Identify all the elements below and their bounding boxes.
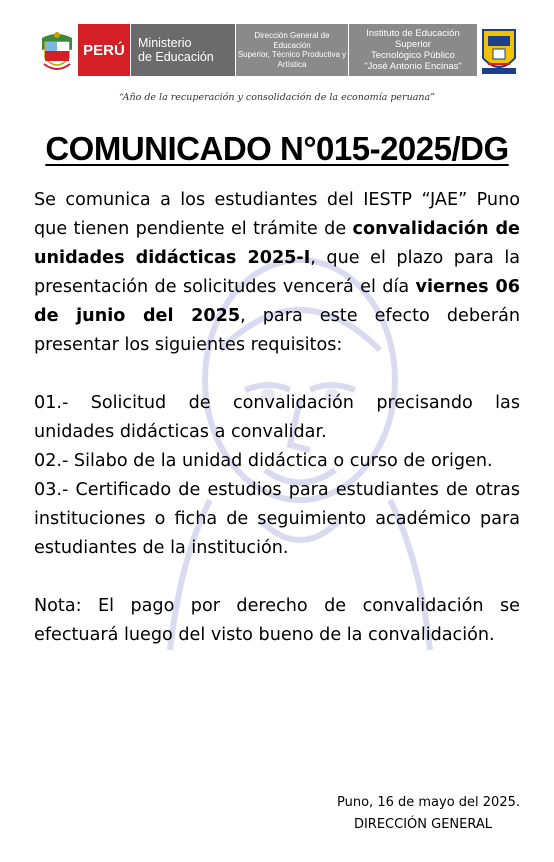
direccion-line3: Artística	[277, 59, 307, 69]
note-paragraph: Nota: El pago por derecho de convalidación se efectuará luego del visto bueno de la convalidación.	[34, 596, 520, 645]
place-date: Puno, 16 de mayo del 2025.	[337, 795, 520, 810]
intro-text-c: , que el plazo para la presentación de solicitudes vencerá el día	[34, 248, 520, 297]
direccion-line1: Dirección General de Educación	[254, 31, 330, 50]
page-title	[0, 130, 554, 168]
spacer	[34, 360, 520, 389]
announcement-body	[34, 186, 520, 650]
intro-highlight-deadline: viernes 06 de junio del 2025	[34, 277, 520, 326]
direccion-brand	[236, 24, 348, 76]
ministerio-line1: Ministerio	[138, 36, 192, 50]
footer-signature	[220, 792, 520, 836]
peru-label: PERÚ	[83, 41, 125, 59]
spacer	[34, 563, 520, 592]
peru-coat-of-arms-icon	[38, 28, 76, 74]
intro-paragraph	[34, 186, 520, 360]
direccion-line2: Superior, Técnico Productiva y	[237, 50, 347, 59]
instituto-line1: Instituto de Educación Superior	[366, 28, 460, 50]
requirement-3: 03.- Certificado de estudios para estudiantes de otras instituciones o ficha de seguimiento académico para estudiantes de la institución.	[34, 480, 520, 558]
ministerio-line2: de Educación	[138, 50, 214, 64]
intro-text-a: Se comunica a los estudiantes del IESTP “JAE” Puno que tienen pendiente el trámite de	[34, 190, 520, 239]
year-motto: “Año de la recuperación y consolidación de la economía peruana”	[118, 92, 436, 103]
title-text: COMUNICADO N°015-2025/DG	[45, 130, 509, 167]
requirement-2: 02.- Silabo de la unidad didáctica o curso de origen.	[34, 451, 493, 471]
intro-text-e: , para este efecto deberán presentar los siguientes requisitos:	[34, 306, 521, 355]
instituto-line2: Tecnológico Público	[371, 50, 455, 61]
signature-office: DIRECCIÓN GENERAL	[353, 817, 492, 832]
instituto-brand	[349, 24, 477, 76]
intro-highlight-procedure: convalidación de unidades didácticas 2025-I	[34, 219, 520, 268]
ministerio-brand	[131, 24, 235, 76]
instituto-line3: "José Antonio Encinas"	[364, 61, 462, 72]
peru-brand	[78, 24, 130, 76]
header-banner	[0, 0, 554, 90]
institute-shield-icon	[480, 24, 518, 76]
requirement-1: 01.- Solicitud de convalidación precisando las unidades didácticas a convalidar.	[34, 393, 520, 442]
